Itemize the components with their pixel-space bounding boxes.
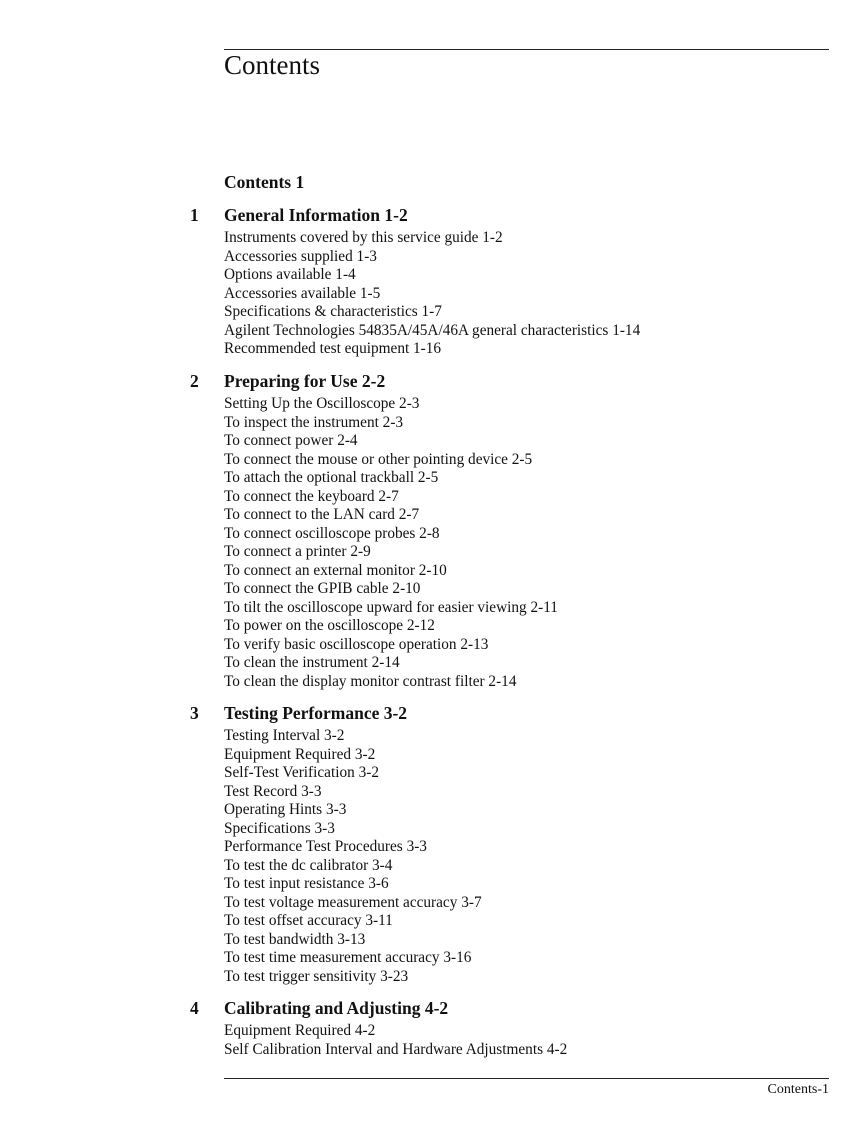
toc-entry[interactable]: To test offset accuracy 3-11 <box>224 912 393 929</box>
toc-entry[interactable]: Recommended test equipment 1-16 <box>224 340 442 357</box>
toc-entry[interactable]: To test bandwidth 3-13 <box>224 930 366 948</box>
toc-entry[interactable]: Accessories available 1-5 <box>224 284 381 302</box>
toc-entry[interactable]: To clean the instrument 2-14 <box>224 654 400 671</box>
toc-entry[interactable]: Operating Hints 3-3 <box>224 801 347 818</box>
chapter-4-entries <box>224 1022 567 1059</box>
chapter-4-title[interactable]: Calibrating and Adjusting 4-2 <box>224 998 449 1018</box>
chapter-2-entries <box>224 395 558 691</box>
toc-entry[interactable]: To connect the keyboard 2-7 <box>224 487 399 505</box>
toc-entry[interactable]: To connect a printer 2-9 <box>224 543 371 560</box>
contents-heading[interactable]: Contents 1 <box>224 172 305 192</box>
toc-entry[interactable]: To power on the oscilloscope 2-12 <box>224 617 435 634</box>
toc-entry[interactable]: Test Record 3-3 <box>224 782 322 800</box>
toc-entry[interactable]: To tilt the oscilloscope upward for easier viewing 2-11 <box>224 598 558 616</box>
page-title: Contents <box>224 50 321 80</box>
toc-entry[interactable]: To connect oscilloscope probes 2-8 <box>224 524 440 542</box>
toc-entry[interactable]: To verify basic oscilloscope operation 2-13 <box>224 635 489 653</box>
chapter-2-title[interactable]: Preparing for Use 2-2 <box>224 371 386 391</box>
toc-entry[interactable]: Agilent Technologies 54835A/45A/46A general characteristics 1-14 <box>224 321 641 339</box>
toc-entry[interactable]: Equipment Required 3-2 <box>224 745 376 763</box>
toc-entry[interactable]: Accessories supplied 1-3 <box>224 247 377 265</box>
toc-entry[interactable]: Equipment Required 4-2 <box>224 1022 376 1039</box>
chapter-1-number: 1 <box>190 205 199 225</box>
chapter-3-title[interactable]: Testing Performance 3-2 <box>224 703 408 723</box>
toc-entry[interactable]: To connect the GPIB cable 2-10 <box>224 580 421 597</box>
toc-entry[interactable]: Performance Test Procedures 3-3 <box>224 838 427 855</box>
chapter-4-number: 4 <box>190 998 199 1018</box>
toc-entry[interactable]: Setting Up the Oscilloscope 2-3 <box>224 395 420 412</box>
toc-entry[interactable]: To attach the optional trackball 2-5 <box>224 469 439 486</box>
toc-entry[interactable]: To connect to the LAN card 2-7 <box>224 506 420 523</box>
toc-entry[interactable]: To test input resistance 3-6 <box>224 875 389 892</box>
toc-entry[interactable]: To test trigger sensitivity 3-23 <box>224 967 409 985</box>
toc-entry[interactable]: To connect the mouse or other pointing device 2-5 <box>224 450 533 468</box>
toc-entry[interactable]: Self-Test Verification 3-2 <box>224 764 379 781</box>
chapter-3-entries <box>224 727 482 986</box>
toc-entry[interactable]: Specifications & characteristics 1-7 <box>224 303 442 320</box>
bottom-rule <box>224 1078 829 1079</box>
page-footer: Contents-1 <box>767 1082 829 1097</box>
chapter-1-entries <box>224 229 640 359</box>
toc-entry[interactable]: To test voltage measurement accuracy 3-7 <box>224 893 482 911</box>
toc-entry[interactable]: To test time measurement accuracy 3-16 <box>224 949 472 966</box>
toc-entry[interactable]: Options available 1-4 <box>224 266 356 283</box>
chapter-2-number: 2 <box>190 371 199 391</box>
chapter-3-number: 3 <box>190 703 199 723</box>
chapter-1-title[interactable]: General Information 1-2 <box>224 205 408 225</box>
toc-entry[interactable]: To test the dc calibrator 3-4 <box>224 856 393 874</box>
toc-entry[interactable]: To connect an external monitor 2-10 <box>224 561 447 579</box>
toc-entry[interactable]: Instruments covered by this service guide 1-2 <box>224 229 503 246</box>
toc-entry[interactable]: To inspect the instrument 2-3 <box>224 413 404 431</box>
toc-entry[interactable]: To connect power 2-4 <box>224 432 358 449</box>
toc-entry[interactable]: To clean the display monitor contrast filter 2-14 <box>224 672 517 690</box>
toc-entry[interactable]: Self Calibration Interval and Hardware Adjustments 4-2 <box>224 1040 568 1058</box>
toc-entry[interactable]: Testing Interval 3-2 <box>224 727 345 744</box>
toc-entry[interactable]: Specifications 3-3 <box>224 819 335 837</box>
